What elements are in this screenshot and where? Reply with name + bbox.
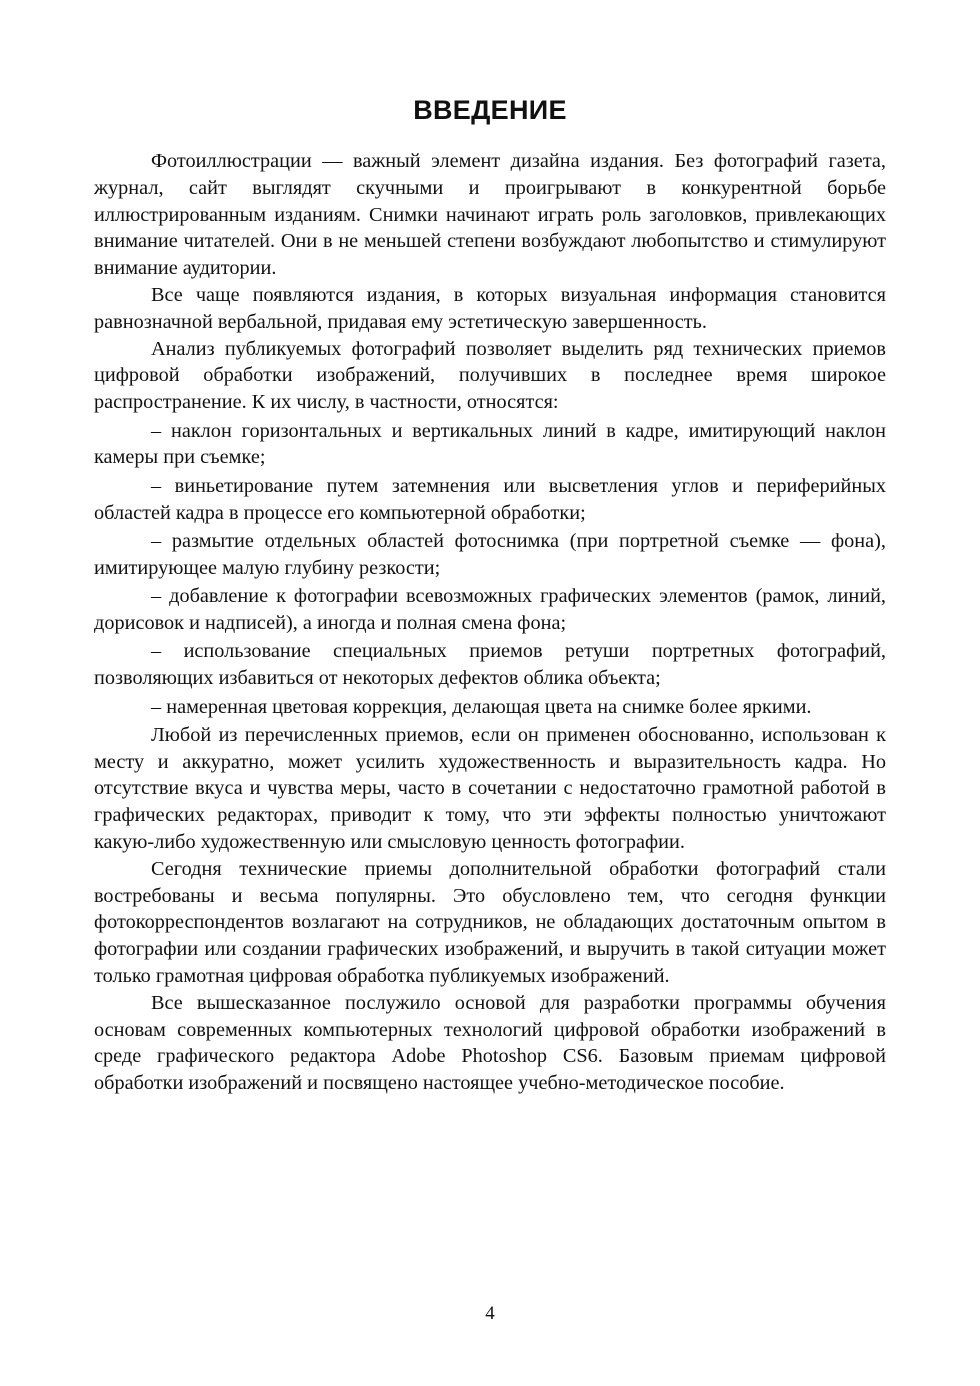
list-item-color-correction: – намеренная цветовая коррекция, делающая цвета на снимке более яркими. [151,695,812,718]
paragraph-analysis: Анализ публикуемых фотографий позволяет выделить ряд технических приемов цифровой обработки изображений, получивших в последнее время широкое распространение. К их числу, в частности, относятся: [94,337,886,414]
paragraph-conclusion: Все вышесказанное послужило основой для разработки программы обучения основам современных компьютерных технологий цифровой обработки изображений в среде графического редактора Adobe Photoshop CS6. Базовым приемам цифровой обработки изображений и посвящено настоящее учебно-методическое пособие. [94,991,886,1095]
list-item-tilt: – наклон горизонтальных и вертикальных линий в кадре, имитирующий наклон камеры при съемке; [94,419,886,469]
list-item-blur: – размытие отдельных областей фотоснимка (при портретной съемке — фона), имитирующее малую глубину резкости; [94,529,886,579]
paragraph-techniques-effect: Любой из перечисленных приемов, если он применен обоснованно, использован к месту и аккуратно, может усилить художественность и выразительность кадра. Но отсутствие вкуса и чувства меры, часто в сочетании с недостаточно грамотной работой в графических редакторах, приводит к тому, что эти эффекты полностью уничтожают какую-либо художественную или смысловую ценность фотографии. [94,723,886,854]
list-item-graphic-elements: – добавление к фотографии всевозможных графических элементов (рамок, линий, дорисовок и надписей), а иногда и полная смена фона; [94,585,886,634]
paragraph-intro: Фотоиллюстрации — важный элемент дизайна издания. Без фотографий газета, журнал, сайт выглядят скучными и проигрывают в конкурентной борьбе иллюстрированным изданиям. Снимки начинают играть роль заголовков, привлекающих внимание читателей. Они в не меньшей степени возбуждают любопытство и стимулируют внимание аудитории. [94,150,886,280]
page-number: 4 [485,1303,495,1324]
body-text [94,148,886,1097]
list-item-retouch: – использование специальных приемов ретуши портретных фотографий, позволяющих избавиться от некоторых дефектов облика объекта; [94,640,886,690]
list-item-vignetting: – виньетирование путем затемнения или высветления углов и периферийных областей кадра в процессе его компьютерной обработки; [94,474,886,524]
paragraph-visual-info: Все чаще появляются издания, в которых визуальная информация становится равнозначной вербальной, придавая ему эстетическую завершенность. [94,283,886,333]
page-title: ВВЕДЕНИЕ [413,95,567,125]
paragraph-popularity: Сегодня технические приемы дополнительной обработки фотографий стали востребованы и весьма популярны. Это обусловлено тем, что сегодня функции фотокорреспондентов возлагают на сотрудников, не обладающих достаточным опытом в фотографии или создании графических изображений, и выручить в такой ситуации может только грамотная цифровая обработка публикуемых изображений. [94,857,886,988]
document-page [94,90,886,1097]
